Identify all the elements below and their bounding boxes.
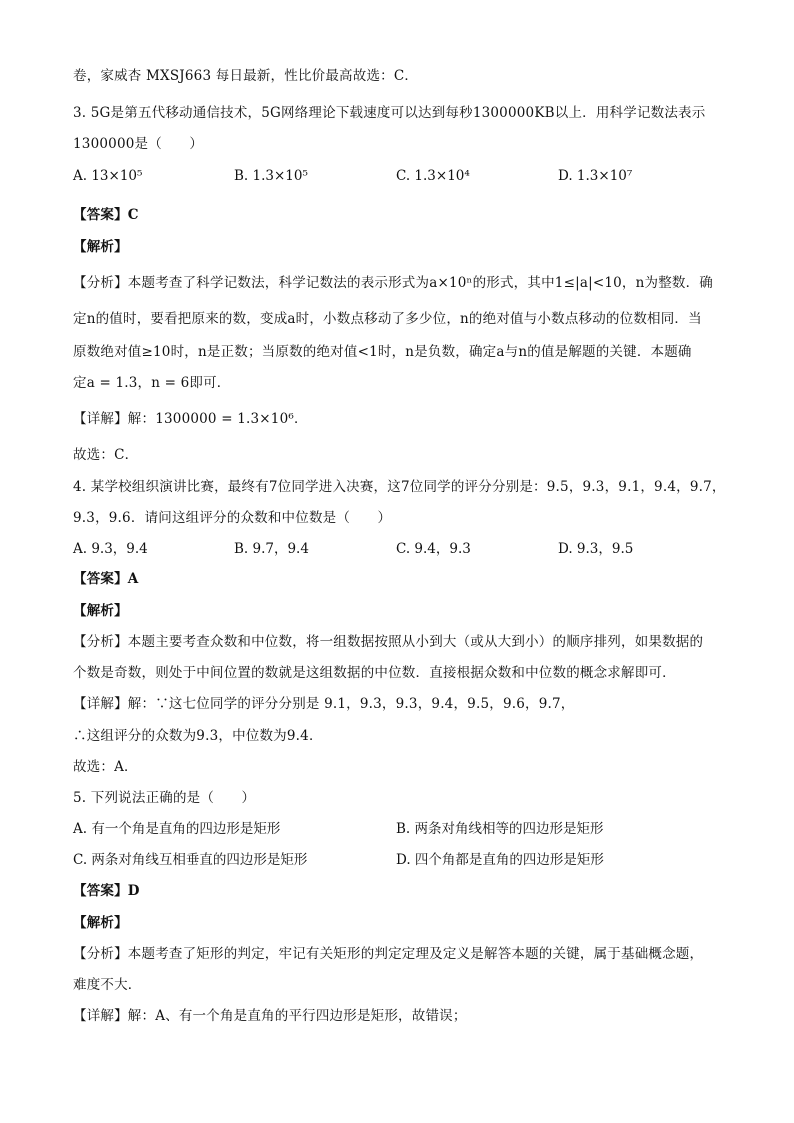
q5-analysis-line-1: 【分析】本题考查了矩形的判定，牢记有关矩形的判定定理及定义是解答本题的关键，属于基础概念题， xyxy=(73,946,704,962)
q3-option-c: C. 1.3×10⁴ xyxy=(396,168,470,184)
q5-analysis-line-2: 难度不大． xyxy=(73,977,142,993)
q5-answer: 【答案】D xyxy=(73,883,140,899)
q4-analysis-heading: 【解析】 xyxy=(73,603,128,619)
question-3-stem: 3. 5G是第五代移动通信技术，5G网络理论下载速度可以达到每秒1300000KB以上．用科学记数法表示 xyxy=(73,105,706,121)
q4-choice: 故选：A． xyxy=(73,759,138,775)
q5-option-a: A. 有一个角是直角的四边形是矩形 xyxy=(73,821,281,837)
q3-choice: 故选：C． xyxy=(73,447,139,463)
q4-analysis-line-2: 个数是奇数，则处于中间位置的数就是这组数据的中位数．直接根据众数和中位数的概念求解即可． xyxy=(73,665,676,681)
q3-analysis-line-3: 原数绝对值≥10时，n是正数；当原数的绝对值<1时，n是负数，确定a与n的值是解题的关键．本题确 xyxy=(73,344,692,360)
text-line: 卷，家威杏 MXSJ663 每日最新，性比价最高故选：C． xyxy=(73,68,419,84)
question-5-stem: 5. 下列说法正确的是（ ） xyxy=(73,790,256,806)
q3-answer: 【答案】C xyxy=(73,207,139,223)
q3-option-b: B. 1.3×10⁵ xyxy=(234,168,308,184)
question-4-stem-cont: 9.3，9.6．请问这组评分的众数和中位数是（ ） xyxy=(73,510,392,526)
q5-option-d: D. 四个角都是直角的四边形是矩形 xyxy=(396,852,604,868)
q3-detail: 【详解】解：1300000 = 1.3×10⁶． xyxy=(73,411,308,427)
q4-option-b: B. 9.7，9.4 xyxy=(234,541,309,557)
q4-analysis-line-1: 【分析】本题主要考查众数和中位数，将一组数据按照从小到大（或从大到小）的顺序排列，如果数据的 xyxy=(73,634,704,650)
question-4-stem: 4. 某学校组织演讲比赛，最终有7位同学进入决赛，这7位同学的评分分别是：9.5，9.3，9.1，9.4，9.7， xyxy=(73,479,726,495)
q4-detail-line-2: ∴这组评分的众数为9.3，中位数为9.4． xyxy=(73,728,323,744)
q4-detail-line-1: 【详解】解：∵这七位同学的评分分别是 9.1，9.3，9.3，9.4，9.5，9.6，9.7， xyxy=(73,696,575,712)
q3-analysis-line-1: 【分析】本题考查了科学记数法，科学记数法的表示形式为a×10ⁿ的形式，其中1≤|a|<10，n为整数．确 xyxy=(73,275,714,291)
q5-option-b: B. 两条对角线相等的四边形是矩形 xyxy=(396,821,604,837)
q4-option-c: C. 9.4，9.3 xyxy=(396,541,471,557)
question-3-stem-cont: 1300000是（ ） xyxy=(73,136,204,152)
q4-option-a: A. 9.3，9.4 xyxy=(73,541,148,557)
q4-option-d: D. 9.3，9.5 xyxy=(558,541,634,557)
q4-answer: 【答案】A xyxy=(73,571,139,587)
q3-analysis-line-4: 定a = 1.3，n = 6即可． xyxy=(73,375,231,391)
q5-analysis-heading: 【解析】 xyxy=(73,915,128,931)
q3-analysis-line-2: 定n的值时，要看把原来的数，变成a时，小数点移动了多少位，n的绝对值与小数点移动的位数相同．当 xyxy=(73,311,702,327)
q5-detail: 【详解】解：A、有一个角是直角的平行四边形是矩形，故错误； xyxy=(73,1008,467,1024)
q3-option-a: A. 13×10⁵ xyxy=(73,168,143,184)
q3-option-d: D. 1.3×10⁷ xyxy=(558,168,633,184)
q5-option-c: C. 两条对角线互相垂直的四边形是矩形 xyxy=(73,852,308,868)
q3-analysis-heading: 【解析】 xyxy=(73,239,128,255)
